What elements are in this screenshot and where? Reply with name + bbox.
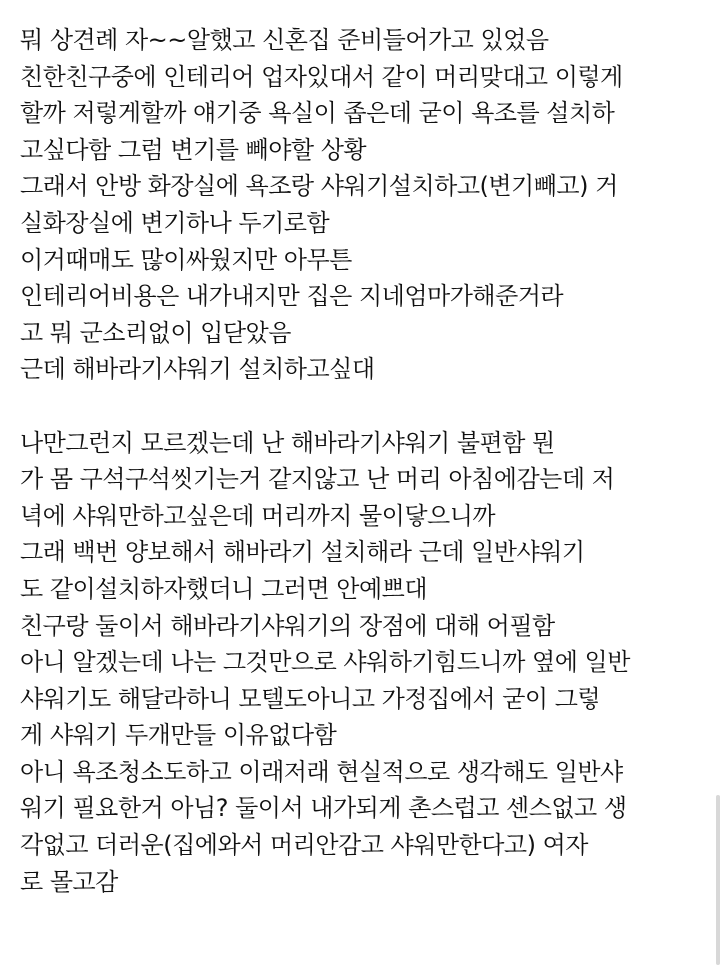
text-line: 가 몸 구석구석씻기는거 같지않고 난 머리 아침에감는데 저 (20, 465, 615, 494)
text-line: 근데 해바라기샤워기 설치하고싶대 (20, 355, 375, 384)
text-line: 녁에 샤워만하고싶은데 머리까지 물이닿으니까 (20, 501, 496, 530)
post-body (20, 22, 710, 900)
text-line: 도 같이설치하자했더니 그러면 안예쁘대 (20, 574, 428, 603)
text-line: 게 샤워기 두개만들 이유없다함 (20, 721, 337, 750)
paragraph-1 (20, 22, 710, 388)
text-line: 고싶다함 그럼 변기를 빼야할 상황 (20, 135, 367, 164)
text-line: 나만그런지 모르겠는데 난 해바라기샤워기 불편함 뭔 (20, 428, 555, 457)
text-line: 친한친구중에 인테리어 업자있대서 같이 머리맞대고 이렇게 (20, 62, 623, 91)
blank-line (20, 388, 710, 425)
text-line: 로 몰고감 (20, 867, 118, 896)
text-line: 뭐 상견례 자~~알했고 신혼집 준비들어가고 있었음 (20, 26, 549, 54)
text-line: 친구랑 둘이서 해바라기샤워기의 장점에 대해 어필함 (20, 611, 555, 640)
text-line: 고 뭐 군소리없이 입닫았음 (20, 318, 291, 347)
text-line: 각없고 더러운(집에와서 머리안감고 샤워만한다고) 여자 (20, 831, 588, 860)
paragraph-2 (20, 425, 710, 901)
text-line: 그래 백번 양보해서 해바라기 설치해라 근데 일반샤워기 (20, 538, 585, 567)
text-line: 그래서 안방 화장실에 욕조랑 샤워기설치하고(변기빼고) 거 (20, 172, 618, 201)
scrollbar[interactable] (716, 795, 720, 965)
text-line: 워기 필요한거 아님? 둘이서 내가되게 촌스럽고 센스없고 생 (20, 794, 627, 823)
text-line: 인테리어비용은 내가내지만 집은 지네엄마가해준거라 (20, 282, 564, 311)
text-line: 아니 욕조청소도하고 이래저래 현실적으로 생각해도 일반샤 (20, 757, 623, 786)
text-line: 아니 알겠는데 나는 그것만으로 샤워하기힘드니까 옆에 일반 (20, 648, 630, 677)
text-line: 할까 저렇게할까 얘기중 욕실이 좁은데 굳이 욕조를 설치하 (20, 99, 615, 128)
text-line: 샤워기도 해달라하니 모텔도아니고 가정집에서 굳이 그렇 (20, 684, 601, 713)
text-line: 이거때매도 많이싸웠지만 아무튼 (20, 245, 352, 274)
text-line: 실화장실에 변기하나 두기로함 (20, 208, 330, 237)
